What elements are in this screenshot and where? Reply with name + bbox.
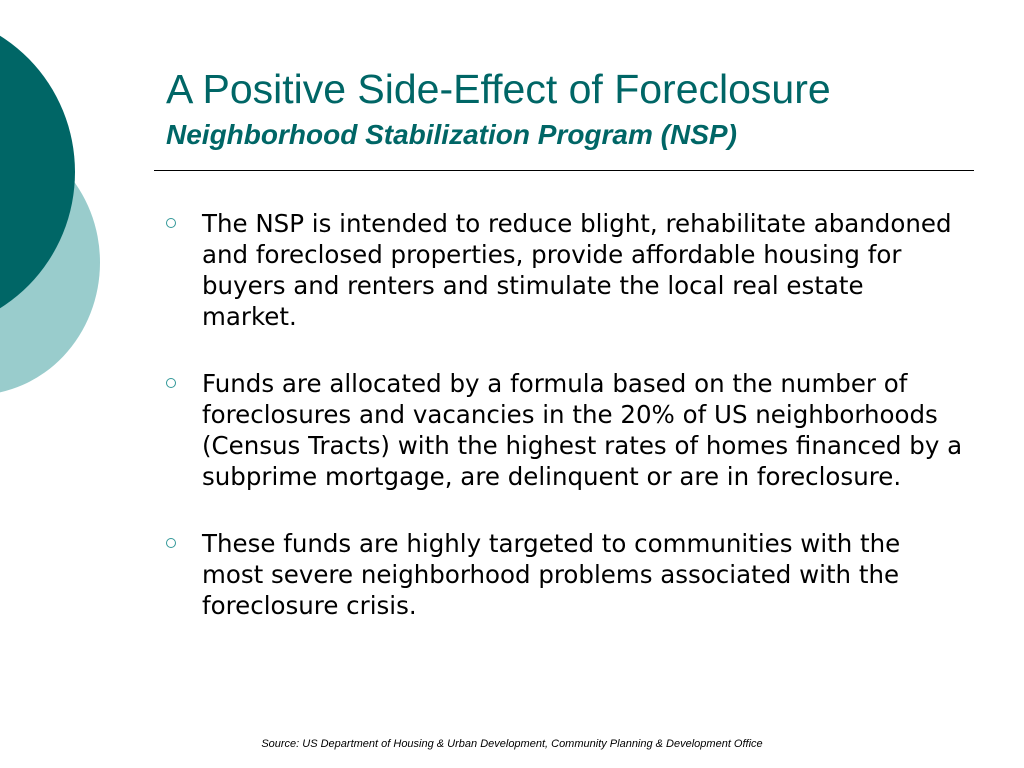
bullet-list	[164, 208, 964, 657]
slide-subtitle: Neighborhood Stabilization Program (NSP)	[166, 119, 737, 150]
bullet-text: These funds are highly targeted to communities with the most severe neighborhood problems associated with the foreclosure crisis.	[202, 529, 901, 620]
bullet-text: Funds are allocated by a formula based on the number of foreclosures and vacancies in the 20% of US neighborhoods (Census Tracts) with the highest rates of homes financed by a subprime mortgage, are delinquent or are in foreclosure.	[202, 369, 963, 491]
hollow-circle-bullet-icon	[166, 378, 176, 388]
source-citation: Source: US Department of Housing & Urban Development, Community Planning & Development Office	[261, 738, 763, 750]
bullet-item	[164, 208, 964, 332]
bullet-item	[164, 528, 964, 621]
hollow-circle-bullet-icon	[166, 538, 176, 548]
title-divider	[154, 170, 974, 171]
bullet-item	[164, 368, 964, 492]
bullet-text: The NSP is intended to reduce blight, rehabilitate abandoned and foreclosed properties, provide affordable housing for buyers and renters and stimulate the local real estate market.	[202, 209, 952, 331]
slide-title: A Positive Side-Effect of Foreclosure	[166, 66, 831, 112]
hollow-circle-bullet-icon	[166, 218, 176, 228]
